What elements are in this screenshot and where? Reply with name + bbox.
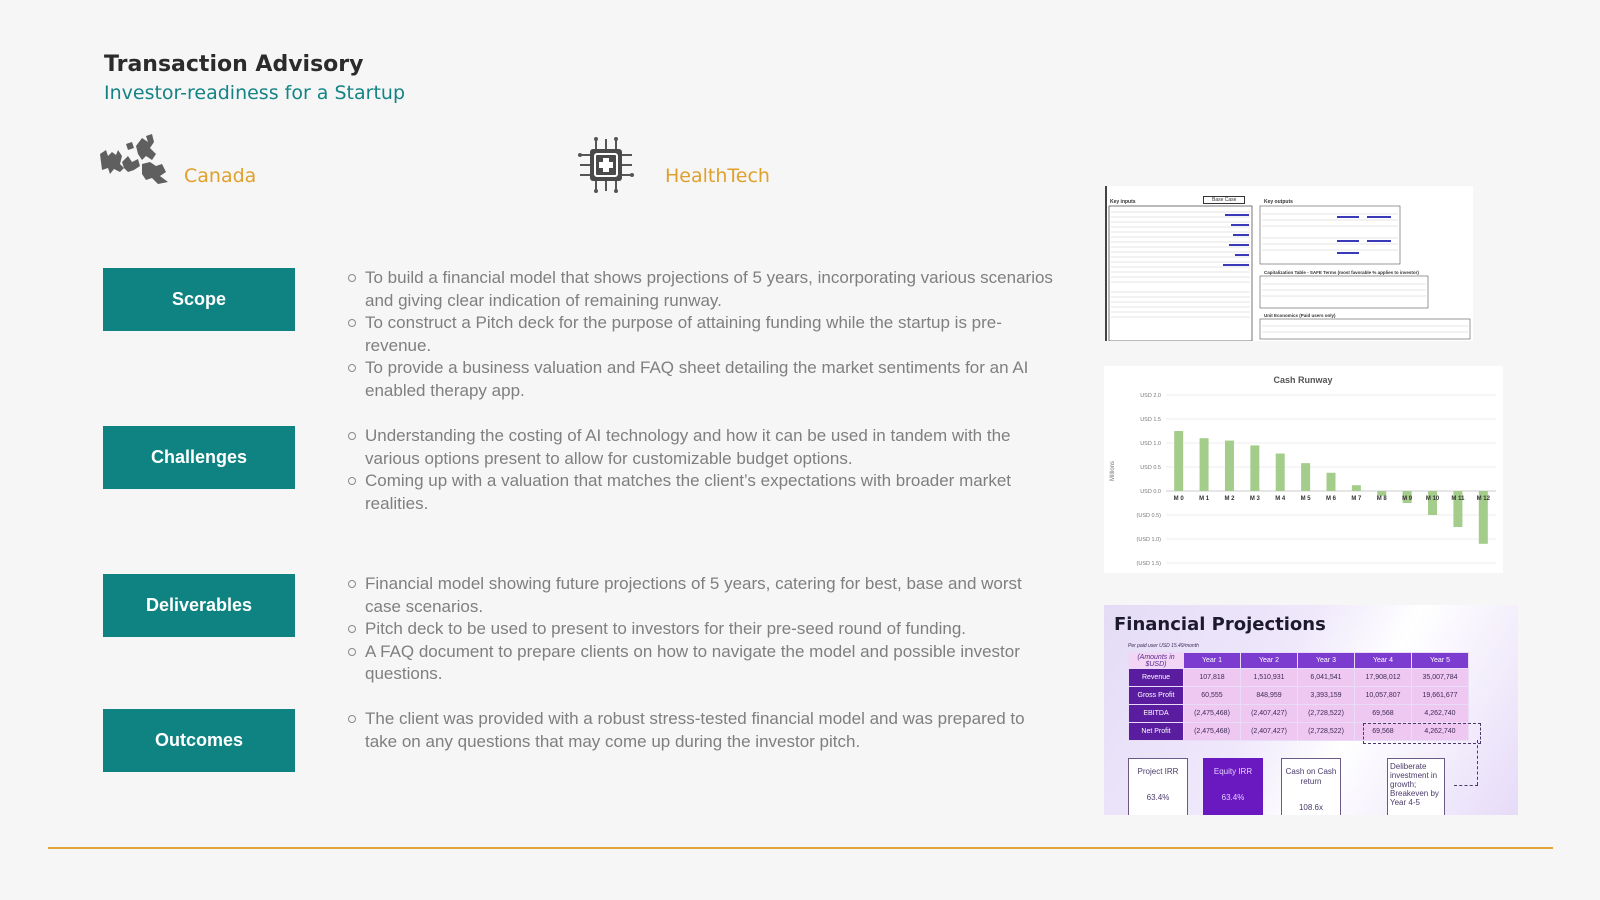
- bar: [1352, 485, 1361, 491]
- sheet-grid-lines: [1105, 186, 1473, 341]
- x-tick-label: M 7: [1351, 496, 1362, 502]
- y-tick-label: USD 0.5: [1140, 465, 1161, 471]
- bar: [1428, 491, 1437, 515]
- table-cell: 10,057,807: [1355, 687, 1412, 705]
- table-cell: 848,959: [1241, 687, 1298, 705]
- projections-note: Per paid user USD 15.49/month: [1128, 643, 1199, 649]
- table-cell: 1,510,931: [1241, 669, 1298, 687]
- location-label: Canada: [184, 165, 257, 187]
- table-cell: (2,407,427): [1241, 723, 1298, 741]
- y-tick-label: USD 2.0: [1140, 393, 1161, 399]
- list-item: To construct a Pitch deck for the purpose of attaining funding while the startup is pre-revenue.: [345, 312, 1057, 357]
- section-outcomes-button[interactable]: Outcomes: [103, 709, 295, 772]
- x-tick-label: M 11: [1451, 496, 1465, 502]
- list-item: Understanding the costing of AI technology and how it can be used in tandem with the various options present to allow for customizable budget options.: [345, 425, 1057, 470]
- y-tick-label: (USD 0.5): [1136, 513, 1161, 519]
- table-cell: (2,728,522): [1298, 705, 1355, 723]
- x-tick-label: M 10: [1425, 496, 1440, 502]
- deliverables-bullets: [345, 573, 1057, 686]
- table-cell: 6,041,541: [1298, 669, 1355, 687]
- list-item: To build a financial model that shows projections of 5 years, incorporating various scenarios and giving clear indication of remaining runway.: [345, 267, 1057, 312]
- table-cell: 4,262,740: [1412, 723, 1469, 741]
- bar: [1250, 445, 1259, 491]
- bar: [1200, 438, 1209, 491]
- bar: [1225, 441, 1234, 491]
- kpi-value: 63.4%: [1221, 793, 1245, 802]
- table-header: Year 4: [1355, 653, 1412, 669]
- scope-bullets: [345, 267, 1057, 402]
- table-row: [1129, 687, 1469, 705]
- table-cell: 69,568: [1355, 723, 1412, 741]
- table-cell: 17,908,012: [1355, 669, 1412, 687]
- table-cell: (2,728,522): [1298, 723, 1355, 741]
- chart-ylabel: Millions: [1110, 460, 1116, 482]
- page-title: Transaction Advisory: [104, 52, 364, 77]
- x-tick-label: M 2: [1224, 496, 1235, 502]
- challenges-bullets: [345, 425, 1057, 515]
- x-tick-label: M 0: [1173, 496, 1184, 502]
- page-subtitle: Investor-readiness for a Startup: [104, 82, 406, 104]
- projections-title: Financial Projections: [1114, 614, 1326, 635]
- bar: [1327, 473, 1336, 491]
- highlight-box: [1363, 723, 1481, 744]
- cash-runway-chart: [1104, 366, 1503, 573]
- section-scope-button[interactable]: Scope: [103, 268, 295, 331]
- row-label: Gross Profit: [1129, 687, 1184, 705]
- y-tick-label: (USD 1.5): [1136, 561, 1161, 567]
- row-label: Revenue: [1129, 669, 1184, 687]
- kpi-value: 63.4%: [1146, 793, 1170, 802]
- list-item: A FAQ document to prepare clients on how to navigate the model and possible investor questions.: [345, 641, 1057, 686]
- bar: [1276, 454, 1285, 491]
- canada-map-icon: [98, 132, 170, 188]
- table-header: Year 2: [1241, 653, 1298, 669]
- sheet-unit-econ-header: Unit Economics (Paid users only): [1264, 313, 1336, 318]
- table-cell: (2,475,468): [1184, 723, 1241, 741]
- table-cell: (2,475,468): [1184, 705, 1241, 723]
- bar: [1174, 431, 1183, 491]
- list-item: Coming up with a valuation that matches the client’s expectations with broader market realities.: [345, 470, 1057, 515]
- table-header: Year 5: [1412, 653, 1469, 669]
- x-tick-label: M 4: [1275, 496, 1286, 502]
- section-challenges-button[interactable]: Challenges: [103, 426, 295, 489]
- table-cell: 3,393,159: [1298, 687, 1355, 705]
- list-item: To provide a business valuation and FAQ sheet detailing the market sentiments for an AI enabled therapy app.: [345, 357, 1057, 402]
- x-tick-label: M 5: [1300, 496, 1311, 502]
- table-cell: 4,262,740: [1412, 705, 1469, 723]
- bar: [1301, 463, 1310, 491]
- x-tick-label: M 1: [1199, 496, 1210, 502]
- y-tick-label: USD 1.5: [1140, 417, 1161, 423]
- breakeven-callout: Deliberate investment in growth; Breakeven by Year 4-5: [1387, 758, 1445, 815]
- sheet-inputs-header: Key inputs: [1110, 199, 1136, 205]
- kpi-project-irr: [1128, 758, 1188, 815]
- financial-projections-thumbnail: [1104, 605, 1518, 815]
- y-tick-label: USD 0.0: [1140, 489, 1161, 495]
- kpi-value: 108.6x: [1298, 803, 1324, 812]
- table-cell: 35,007,784: [1412, 669, 1469, 687]
- list-item: Pitch deck to be used to present to investors for their pre-seed round of funding.: [345, 618, 1057, 641]
- kpi-equity-irr: [1203, 758, 1263, 815]
- sheet-cap-table-header: Capitalization Table - SAFE Terms (most favorable % applies to investor): [1264, 270, 1419, 275]
- y-tick-label: (USD 1.0): [1136, 537, 1161, 543]
- financial-model-thumbnail: [1105, 186, 1473, 341]
- table-row: [1129, 669, 1469, 687]
- table-cell: (2,407,427): [1241, 705, 1298, 723]
- x-tick-label: M 8: [1376, 496, 1387, 502]
- kpi-label: Equity IRR: [1213, 767, 1253, 776]
- list-item: Financial model showing future projections of 5 years, catering for best, base and worst case scenarios.: [345, 573, 1057, 618]
- callout-connector: [1477, 740, 1478, 785]
- table-cell: 107,818: [1184, 669, 1241, 687]
- x-tick-label: M 9: [1402, 496, 1413, 502]
- table-cell: 60,555: [1184, 687, 1241, 705]
- list-item: The client was provided with a robust stress-tested financial model and was prepared to take on any questions that may come up during the investor pitch.: [345, 708, 1057, 753]
- sheet-scenario: Base Case: [1203, 196, 1245, 204]
- row-label: EBITDA: [1129, 705, 1184, 723]
- table-cell: 19,661,677: [1412, 687, 1469, 705]
- x-tick-label: M 12: [1476, 496, 1490, 502]
- kpi-cash-on-cash: [1281, 758, 1341, 815]
- row-label: Net Profit: [1129, 723, 1184, 741]
- industry-label: HealthTech: [665, 165, 770, 187]
- cash-runway-svg: [1104, 366, 1503, 573]
- kpi-label: Cash on Cash return: [1285, 767, 1337, 786]
- x-tick-label: M 6: [1325, 496, 1337, 502]
- footer-divider: [48, 847, 1553, 849]
- table-header: Year 1: [1184, 653, 1241, 669]
- table-header: Year 3: [1298, 653, 1355, 669]
- table-row: [1129, 705, 1469, 723]
- outcomes-bullets: [345, 708, 1057, 753]
- callout-connector: [1454, 785, 1478, 786]
- x-tick-label: M 3: [1249, 496, 1260, 502]
- medical-chip-icon: [578, 137, 634, 193]
- section-deliverables-button[interactable]: Deliverables: [103, 574, 295, 637]
- y-tick-label: USD 1.0: [1140, 441, 1161, 447]
- table-corner: (Amounts in $USD): [1129, 653, 1184, 669]
- kpi-label: Project IRR: [1137, 767, 1179, 776]
- table-cell: 69,568: [1355, 705, 1412, 723]
- sheet-outputs-header: Key outputs: [1264, 199, 1293, 205]
- chart-title: Cash Runway: [1273, 375, 1333, 385]
